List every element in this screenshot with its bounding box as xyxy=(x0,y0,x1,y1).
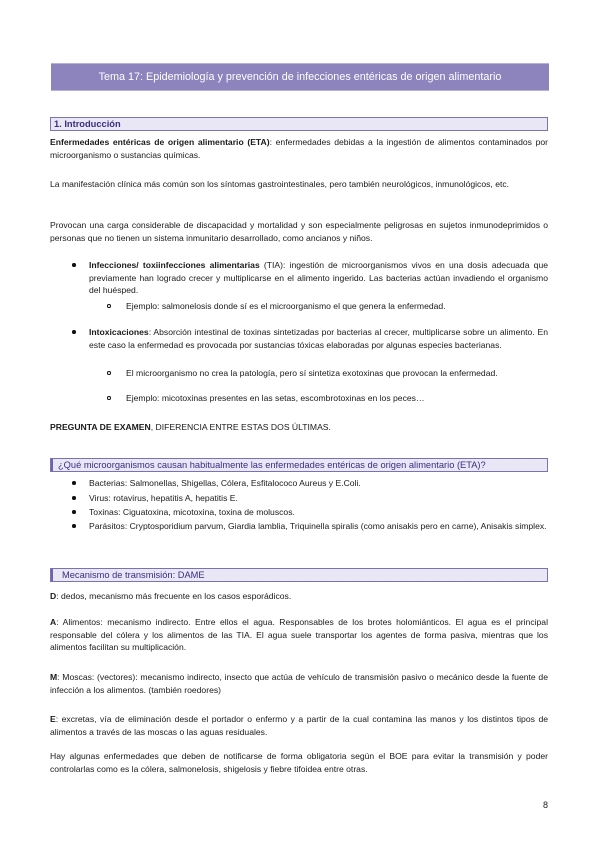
list-item-tia: Infecciones/ toxiinfecciones alimentarias (TIA): ingestión de microorganismos vivos en una dosis adecuada que previamente han logrado crecer y multiplicarse en el alimento ingerido. Las bacterias actúan invadiendo el organismo del huésped. xyxy=(89,260,548,295)
list-item-toxinas: Toxinas: Ciguatoxina, micotoxina, toxina de moluscos. xyxy=(89,507,295,517)
list-item-bacterias: Bacterias: Salmonellas, Shigellas, Cólera, Esfitalococo Aureus y E.Coli. xyxy=(89,478,361,488)
sub-bullet-icon xyxy=(107,396,111,400)
paragraph-e-excretas: E: excretas, vía de eliminación desde el portador o enfermo y a partir de la cual contamina las manos y los distintos tipos de alimentos a través de las moscas o las aguas residuales. xyxy=(50,714,548,737)
section-heading-introduccion: 1. Introducción xyxy=(50,117,548,131)
paragraph-notificacion: Hay algunas enfermedades que deben de notificarse de forma obligatoria según el BOE para evitar la transmisión y poder controlarlas como es la cólera, salmonelosis, shigelosis y fiebre tifoidea entre otras. xyxy=(50,751,548,774)
bullet-icon xyxy=(72,510,76,514)
list-item-tia-example: Ejemplo: salmonelosis donde sí es el microorganismo el que genera la enfermedad. xyxy=(126,301,446,311)
sub-bullet-icon xyxy=(107,304,111,308)
bullet-icon xyxy=(72,263,76,267)
paragraph-clinical-manifestation: La manifestación clínica más común son los síntomas gastrointestinales, pero también neurológicos, inmunológicos, etc. xyxy=(50,179,510,189)
bullet-icon xyxy=(72,481,76,485)
section-heading-microorganismos: ¿Qué microorganismos causan habitualmente las enfermedades entéricas de origen alimentario (ETA)? xyxy=(50,458,548,472)
list-item-parasitos: Parásitos: Cryptosporidium parvum, Giardia lamblia, Triquinella spiralis (como anisakis pero en carne), Anisakis simplex. xyxy=(89,521,547,531)
bullet-icon xyxy=(72,496,76,500)
list-item-intox-sub1: El microorganismo no crea la patología, pero sí sintetiza exotoxinas que provocan la enfermedad. xyxy=(126,368,498,378)
paragraph-m-moscas: M: Moscas: (vectores): mecanismo indirecto, insecto que actúa de vehículo de transmisión pasivo o mecánico desde la fuente de infección a los alimentos. (también roedores) xyxy=(50,672,548,695)
bullet-icon xyxy=(72,524,76,528)
section-heading-transmision: Mecanismo de transmisión: DAME xyxy=(50,568,548,582)
paragraph-d-dedos: D: dedos, mecanismo más frecuente en los casos esporádicos. xyxy=(50,591,292,601)
paragraph-eta-definition: Enfermedades entéricas de origen alimentario (ETA): enfermedades debidas a la ingestión de alimentos contaminados por microorganismo o sustancias químicas. xyxy=(50,137,548,160)
paragraph-a-alimentos: A: Alimentos: mecanismo indirecto. Entre ellos el agua. Responsables de los brotes holomiánticos. El agua es el principal responsable del cólera y los alimentos de las TIA. El agua suele transportar los agentes de forma pasiva, mientras que los alimentos facilitan su multiplicación. xyxy=(50,617,548,652)
sub-bullet-icon xyxy=(107,371,111,375)
list-item-virus: Virus: rotavirus, hepatitis A, hepatitis E. xyxy=(89,493,238,503)
list-item-intoxicaciones: Intoxicaciones: Absorción intestinal de toxinas sintetizadas por bacterias al crecer, multiplicarse sobre un alimento. En este caso la enfermedad es provocada por sustancias tóxicas elaboradas por algunas especies bacterianas. xyxy=(89,327,548,350)
page-title: Tema 17: Epidemiología y prevención de infecciones entéricas de origen alimentario xyxy=(51,63,549,91)
list-item-intox-sub2: Ejemplo: micotoxinas presentes en las setas, escombrotoxinas en los peces… xyxy=(126,393,425,403)
exam-question: PREGUNTA DE EXAMEN, DIFERENCIA ENTRE ESTAS DOS ÚLTIMAS. xyxy=(50,422,331,432)
page-number: 8 xyxy=(542,800,548,810)
paragraph-burden: Provocan una carga considerable de discapacidad y mortalidad y son especialmente peligrosas en sujetos inmunodeprimidos o personas que no tienen un sistema inmunitario desarrollado, como ancianos y niños. xyxy=(50,220,548,243)
bullet-icon xyxy=(72,330,76,334)
